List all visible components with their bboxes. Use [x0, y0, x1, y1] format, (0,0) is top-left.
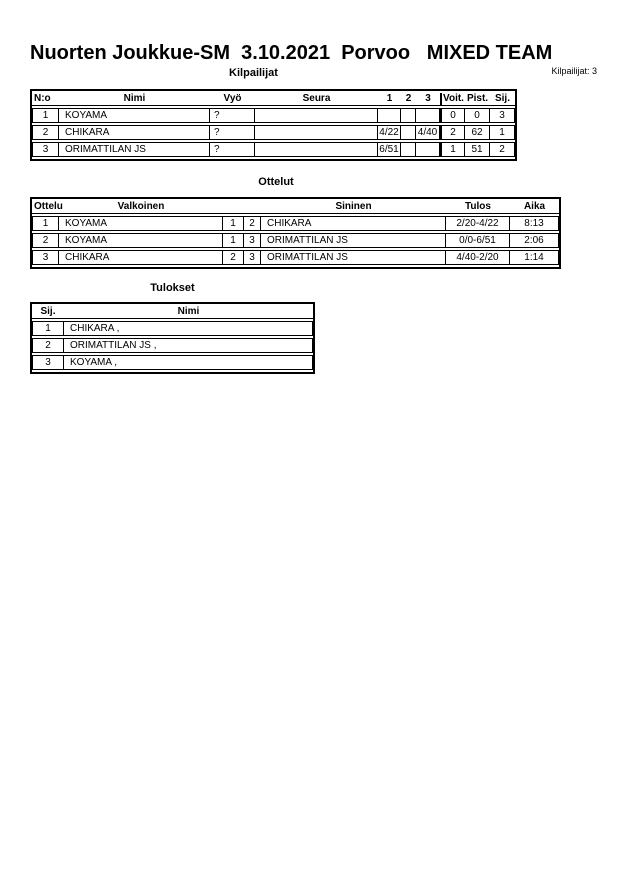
cell-num1: 1	[223, 233, 244, 248]
cell-num1: 2	[223, 250, 244, 265]
col-header-tulos: Tulos	[446, 201, 510, 214]
tulokset-section-title: Tulokset	[150, 282, 195, 294]
ottelut-table-grid	[32, 199, 559, 267]
cell-num2: 2	[244, 216, 261, 231]
col-header-pist: Pist.	[466, 93, 489, 104]
ottelut-header-row	[32, 201, 559, 214]
cell-num1: 1	[223, 216, 244, 231]
cell-no: 2	[32, 125, 59, 140]
cell-score-3	[416, 108, 440, 123]
col-header-vyo: Vyö	[210, 93, 255, 106]
cell-sininen: CHIKARA	[261, 216, 446, 231]
kilpailijat-table-grid	[32, 91, 515, 159]
cell-nimi: ORIMATTILAN JS ,	[64, 338, 313, 353]
cell-ottelu: 3	[32, 250, 59, 265]
cell-nimi: CHIKARA ,	[64, 321, 313, 336]
cell-aika: 1:14	[510, 250, 559, 265]
col-header-3: 3	[416, 93, 440, 106]
cell-sij: 1	[490, 125, 515, 140]
table-row	[32, 142, 515, 157]
cell-num2: 3	[244, 250, 261, 265]
col-header-2: 2	[401, 93, 416, 106]
cell-score-3	[416, 142, 440, 157]
cell-valkoinen: KOYAMA	[59, 216, 223, 231]
cell-nimi: ORIMATTILAN JS	[59, 142, 210, 157]
col-header-valkoinen: Valkoinen	[59, 201, 223, 214]
tulokset-table	[30, 302, 315, 374]
cell-score-2	[401, 142, 416, 157]
col-header-seura: Seura	[255, 93, 378, 106]
kilpailijat-header-row	[32, 93, 515, 106]
cell-valkoinen: KOYAMA	[59, 233, 223, 248]
table-row	[32, 338, 313, 353]
cell-ottelu: 2	[32, 233, 59, 248]
col-header-no: N:o	[32, 93, 59, 106]
col-header-1: 1	[378, 93, 401, 106]
col-header-num1	[223, 201, 244, 214]
cell-voit: 2	[440, 125, 465, 140]
cell-seura	[255, 125, 378, 140]
kilpailijat-table	[30, 89, 517, 161]
page-title: Nuorten Joukkue-SM 3.10.2021 Porvoo MIXED TEAM	[30, 42, 553, 64]
cell-nimi: KOYAMA	[59, 108, 210, 123]
cell-score-2	[401, 125, 416, 140]
cell-sij: 2	[32, 338, 64, 353]
cell-vyo: ?	[210, 125, 255, 140]
cell-sininen: ORIMATTILAN JS	[261, 250, 446, 265]
cell-vyo: ?	[210, 108, 255, 123]
cell-aika: 8:13	[510, 216, 559, 231]
col-header-sij: Sij.	[32, 306, 64, 319]
cell-sij: 3	[32, 355, 64, 370]
table-row	[32, 321, 313, 336]
cell-valkoinen: CHIKARA	[59, 250, 223, 265]
cell-seura	[255, 142, 378, 157]
cell-pist: 51	[465, 142, 490, 157]
cell-sij: 2	[490, 142, 515, 157]
ottelut-table	[30, 197, 561, 269]
cell-score-1: 4/22	[378, 125, 401, 140]
cell-sininen: ORIMATTILAN JS	[261, 233, 446, 248]
col-header-aika: Aika	[510, 201, 559, 214]
cell-seura	[255, 108, 378, 123]
cell-aika: 2:06	[510, 233, 559, 248]
kilpailijat-section-title: Kilpailijat	[229, 67, 278, 79]
table-row	[32, 216, 559, 231]
cell-voit: 0	[440, 108, 465, 123]
cell-no: 1	[32, 108, 59, 123]
cell-score-1: 6/51	[378, 142, 401, 157]
cell-score-3: 4/40	[416, 125, 440, 140]
cell-vyo: ?	[210, 142, 255, 157]
cell-voit: 1	[440, 142, 465, 157]
cell-num2: 3	[244, 233, 261, 248]
cell-sij: 1	[32, 321, 64, 336]
table-row	[32, 233, 559, 248]
cell-ottelu: 1	[32, 216, 59, 231]
col-header-nimi: Nimi	[64, 306, 313, 319]
tulokset-table-grid	[32, 304, 313, 372]
cell-nimi: CHIKARA	[59, 125, 210, 140]
col-header-num2	[244, 201, 261, 214]
ottelut-section-title: Ottelut	[258, 176, 294, 188]
cell-score-2	[401, 108, 416, 123]
col-header-voit: Voit.	[440, 93, 465, 106]
col-header-nimi: Nimi	[59, 93, 210, 106]
cell-tulos: 4/40-2/20	[446, 250, 510, 265]
col-header-sininen: Sininen	[261, 201, 446, 214]
competitor-count-label: Kilpailijat: 3	[551, 66, 597, 76]
table-row	[32, 355, 313, 370]
cell-sij: 3	[490, 108, 515, 123]
cell-score-1	[378, 108, 401, 123]
cell-tulos: 0/0-6/51	[446, 233, 510, 248]
table-row	[32, 108, 515, 123]
tulokset-header-row	[32, 306, 313, 319]
cell-pist: 0	[465, 108, 490, 123]
col-header-ottelu: Ottelu	[34, 201, 63, 212]
cell-tulos: 2/20-4/22	[446, 216, 510, 231]
table-row	[32, 125, 515, 140]
col-header-sij: Sij.	[490, 93, 515, 106]
cell-nimi: KOYAMA ,	[64, 355, 313, 370]
cell-no: 3	[32, 142, 59, 157]
cell-pist: 62	[465, 125, 490, 140]
table-row	[32, 250, 559, 265]
